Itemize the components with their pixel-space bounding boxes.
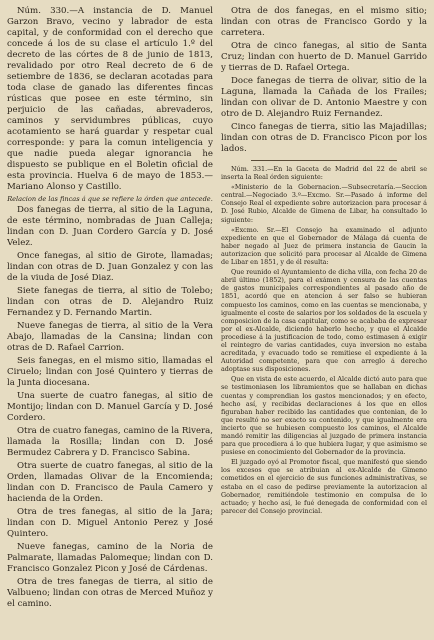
section-divider <box>251 160 397 161</box>
section-heading: Relacion de las fincas á que se refiere la órden que antecede. <box>7 195 213 203</box>
small-paragraph: Que en vista de este acuerdo, el Alcalde dictó auto para que se testimoniasen los libramientos que se hallaban en dichas cuentas y comprendian los gastos mencionados; y en efecto, hecho así, y recibidas declaraciones á los que en ellos figuraban haber recibido las cantidades que contenian, de lo que resultó no ser exacto su contenido, y que igualmente era incierto que se hubiesen compuesto los caminos, el Alcalde mandó remitir las diligencias al juzgado de primera instancia para que procediera á lo que hubiera lugar, y que asimismo se pusiese en conocimiento del Gobernador de la provincia. <box>221 375 427 457</box>
property-item: Nueve fanegas de tierra, al sitio de la Vera Abajo, llamadas de la Cansina; lindan con otras de D. Rafael Carrion. <box>7 321 213 353</box>
property-item: Siete fanegas de tierra, al sitio de Tolebo; lindan con otras de D. Alejandro Ruiz Fernandez y D. Fernando Martin. <box>7 286 213 318</box>
property-item: Otra de tres fanegas, al sitio de la Jara; lindan con D. Miguel Antonio Perez y José Quintero. <box>7 507 213 539</box>
property-item: Once fanegas, al sitio de Girote, llamadas; lindan con otras de D. Juan Gonzalez y con las de la viuda de José Diaz. <box>7 251 213 283</box>
property-item: Nueve fanegas, camino de la Noria de Palmarate, llamadas Palomeque; lindan con D. Francisco Gonzalez Picon y José de Cárdenas. <box>7 542 213 574</box>
property-item: Una suerte de cuatro fanegas, al sitio de Montijo; lindan con D. Manuel García y D. José Cordero. <box>7 391 213 423</box>
property-item: Otra suerte de cuatro fanegas, al sitio de la Orden, llamadas Olivar de la Encomienda; lindan con D. Francisco de Paula Camero y hacienda de la Orden. <box>7 461 213 504</box>
left-column <box>7 6 213 640</box>
small-paragraph: Núm. 331.—En la Gaceta de Madrid del 22 de abril se inserta la Real órden siguiente: <box>221 165 427 182</box>
property-item: Otra de cinco fanegas, al sitio de Santa Cruz; lindan con huerto de D. Manuel Garrido y tierras de D. Rafael Ortega. <box>221 41 427 73</box>
property-item: Otra de cuatro fanegas, camino de la Rivera, llamada la Rosilla; lindan con D. José Bermudez Cabrera y D. Francisco Sabina. <box>7 426 213 458</box>
right-column <box>221 6 427 640</box>
property-item: Otra de tres fanegas de tierra, al sitio de Valbueno; lindan con otras de Merced Muñoz y el camino. <box>7 577 213 609</box>
announcement-330: Núm. 330.—A instancia de D. Manuel Garzon Bravo, vecino y labrador de esta capital, y de conformidad con el derecho que concede á los de su clase el artículo 1.º del decreto de las córtes de 8 de junio de 1813, revalidado por otro Real decreto de 6 de setiembre de 1836, se declaran acotadas para toda clase de ganado las diferentes fincas rústicas que posee en este término, sin perjuicio de las cañadas, abrevaderos, caminos y servidumbres públicas, cuyo acotamiento se hará guardar y respetar cual corresponde: y para la comun inteligencia y que nadie pueda alegar ignorancia he dispuesto se publique en el Boletin oficial de esta provincia. Huelva 6 de mayo de 1853.—Mariano Alonso y Castillo. <box>7 6 213 192</box>
property-list-continued <box>221 6 427 155</box>
property-item: Dos fanegas de tierra, al sitio de la Laguna, de este término, nombradas de Juan Calleja; lindan con D. Juan Cordero García y D. José Velez. <box>7 205 213 248</box>
announcement-331 <box>221 165 427 515</box>
property-item: Otra de dos fanegas, en el mismo sitio; lindan con otras de Francisco Gordo y la carretera. <box>221 6 427 38</box>
property-item: Doce fanegas de tierra de olivar, sitio de la Laguna, llamada la Cañada de los Frailes; lindan con olivar de D. Antonio Maestre y con otro de D. Alejandro Ruiz Fernandez. <box>221 76 427 119</box>
columns <box>7 6 427 640</box>
small-paragraph: «Excmo. Sr.—El Consejo ha examinado el adjunto expediente en que el Gobernador de Málaga dá cuenta de haber negado al Juez de primera instancia de Gaucin la autorizacion que solicitó para procesar al Alcalde de Gimena de Libar en 1851, y de él resulta: <box>221 225 427 267</box>
small-paragraph: «Ministerio de la Gobernacion.—Subsecretaría.—Seccion central.—Negociado 3.º—Excmo. Sr.—Pasado á informe del Consejo Real el expediente sobre autorizacion para procesar á D. José Rubio, Alcalde de Gimena de Libar, ha consultado lo siguiente: <box>221 183 427 224</box>
small-paragraph: El juzgado oyó al Promotor fiscal, que manifestó que siendo los excesos que se atribuian al ex-Alcalde de Gimeno cometidos en el ejercicio de sus funciones administrativas, se estaba en el caso de pedirse previamente la autorizacion al Gobernador, remitiéndole testimonio en compulsa de lo actuado; y hecho así, le fué denegada de conformidad con el parecer del Consejo provincial. <box>221 458 427 515</box>
small-paragraph: Que reunido el Ayuntamiento de dicha villa, con fecha 20 de abril último (1852), para el exámen y censura de las cuentas de gastos municipales correspondientes al pasado año de 1851, acordó que en atencion á ser falso se hubieran compuesto los caminos, como en las cuentas se mencionaba, y igualmente el coste de salarios por los soldados de la escuela y composicion de la casa capitular, como se acababa de expresar por el ex-Alcalde, diciendo haberlo hecho, y que el Alcalde procediese á la justificacion de todo, como estimasen á exigir el reintegro de varias cantidades, cuya inversion no estaba acreditada, y evacuado todo se remitiese el expediente á la Autoridad competente, para que con arreglo á derecho adoptase sus disposiciones. <box>221 268 427 374</box>
property-item: Cinco fanegas de tierra, sitio las Majadillas; lindan con otras de D. Francisco Picon por los lados. <box>221 122 427 154</box>
property-list <box>7 205 213 610</box>
property-item: Seis fanegas, en el mismo sitio, llamadas el Ciruelo; lindan con José Quintero y tierras de la Junta diocesana. <box>7 356 213 388</box>
